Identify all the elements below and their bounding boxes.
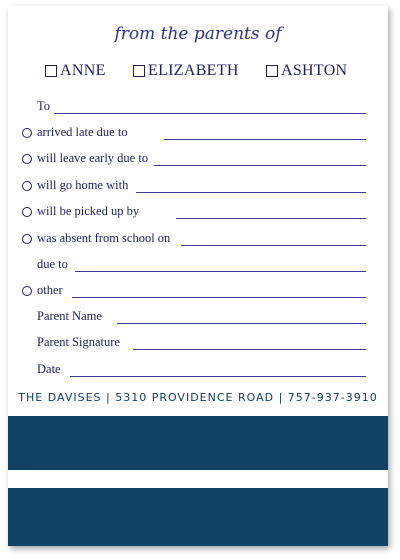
input-line-to[interactable] [54, 113, 366, 114]
form-row-parent-name [8, 309, 388, 327]
form-row-due-to [8, 257, 388, 275]
form-label-absent-on: was absent from school on [37, 231, 171, 245]
radio-icon[interactable] [22, 234, 32, 244]
form-row-absent-on [8, 231, 388, 249]
input-line-other[interactable] [72, 297, 366, 298]
header-title: from the parents of [114, 24, 282, 44]
form-row-leave-early [8, 151, 388, 169]
radio-icon[interactable] [22, 154, 32, 164]
navy-band-bottom [8, 488, 388, 546]
form-label-parent-signature: Parent Signature [37, 335, 120, 349]
form-label-arrived-late: arrived late due to [37, 125, 128, 139]
input-line-parent-signature[interactable] [133, 349, 366, 350]
input-line-go-home-with[interactable] [136, 192, 366, 193]
form-row-date [8, 362, 388, 380]
child-option-elizabeth[interactable] [133, 62, 239, 80]
form-row-to [8, 99, 388, 117]
child-option-ashton[interactable] [266, 62, 347, 80]
form-row-picked-up-by [8, 204, 388, 222]
checkbox-icon[interactable] [266, 65, 278, 77]
child-name-elizabeth: ELIZABETH [148, 62, 239, 79]
form-row-go-home-with [8, 178, 388, 196]
form-label-go-home-with: will go home with [37, 178, 129, 192]
form-label-due-to: due to [37, 257, 68, 271]
input-line-absent-on[interactable] [181, 245, 366, 246]
form-label-leave-early: will leave early due to [37, 151, 149, 165]
footer-address: THE DAVISES | 5310 PROVIDENCE ROAD | 757-937-3910 [18, 391, 378, 404]
checkbox-icon[interactable] [133, 65, 145, 77]
input-line-arrived-late[interactable] [164, 139, 366, 140]
navy-band-top [8, 416, 388, 470]
child-name-anne: ANNE [60, 62, 106, 79]
radio-icon[interactable] [22, 128, 32, 138]
child-name-ashton: ASHTON [281, 62, 348, 79]
form-label-picked-up-by: will be picked up by [37, 204, 140, 218]
form-label-parent-name: Parent Name [37, 309, 102, 323]
input-line-leave-early[interactable] [154, 165, 366, 166]
children-names [8, 62, 388, 82]
input-line-date[interactable] [70, 376, 366, 377]
radio-icon[interactable] [22, 286, 32, 296]
checkbox-icon[interactable] [45, 65, 57, 77]
input-line-parent-name[interactable] [117, 323, 366, 324]
input-line-due-to[interactable] [75, 271, 366, 272]
input-line-picked-up-by[interactable] [176, 218, 366, 219]
radio-icon[interactable] [22, 181, 32, 191]
form-row-arrived-late [8, 125, 388, 143]
radio-icon[interactable] [22, 207, 32, 217]
child-option-anne[interactable] [45, 62, 106, 80]
form-row-parent-signature [8, 335, 388, 353]
notepad-card [8, 6, 388, 546]
form-label-to: To [37, 99, 51, 113]
form-row-other [8, 283, 388, 301]
form-label-other: other [37, 283, 63, 297]
form-label-date: Date [37, 362, 61, 376]
